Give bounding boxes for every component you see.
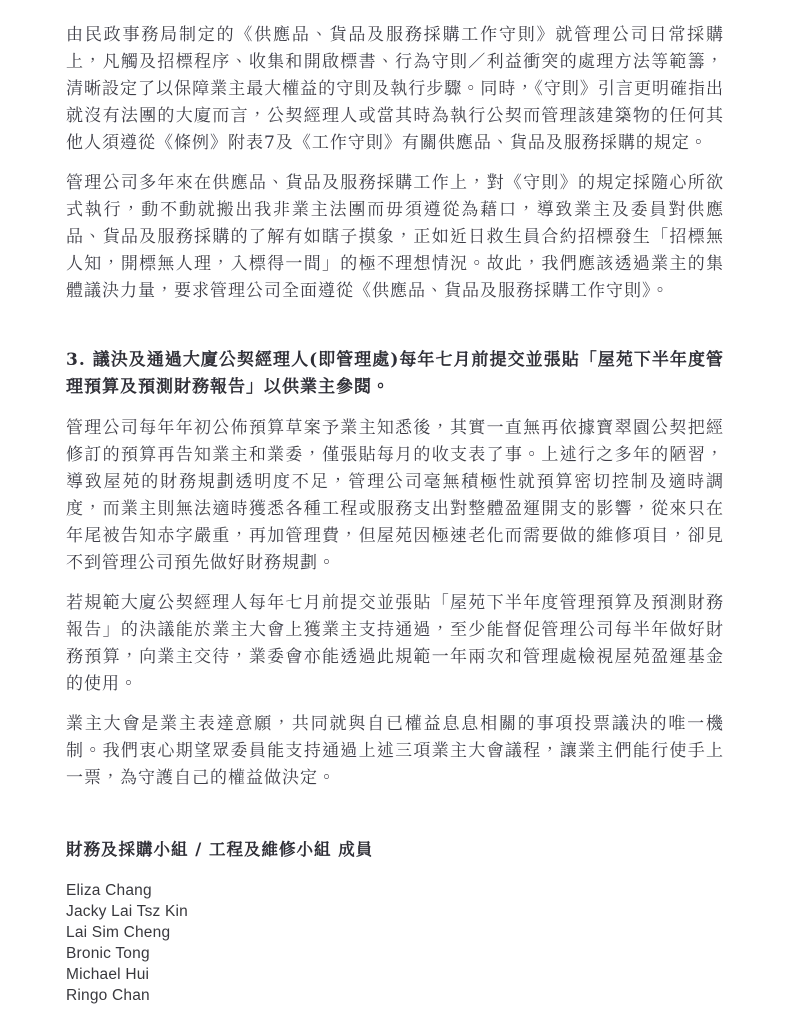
member-name: Ringo Chan	[66, 987, 150, 1004]
member-name: Bronic Tong	[66, 945, 150, 962]
paragraph-owners-meeting-appeal: 業主大會是業主表達意願，共同就與自已權益息息相關的事項投票議決的唯一機制。我們衷心期望眾委員能支持通過上述三項業主大會議程，讓業主們能行使手上一票，為守護自己的權益做決定。	[66, 714, 724, 788]
signature-group-heading: 財務及採購小組 / 工程及維修小組 成員	[66, 840, 374, 859]
paragraph-budget-transparency: 管理公司每年年初公佈預算草案予業主知悉後，其實一直無再依據寶翠園公契把經修訂的預算再告知業主和業委，僅張貼每月的收支表了事。上述行之多年的陋習，導致屋苑的財務規劃透明度不足，管理公司毫無積極性就預算密切控制及適時調度，而業主則無法適時獲悉各種工程或服務支出對整體盈運開支的影響，從來只在年尾被告知赤字嚴重，再加管理費，但屋苑因極速老化而需要做的維修項目，卻見不到管理公司預先做好財務規劃。	[66, 418, 724, 573]
paragraph-half-year-budget-resolution: 若規範大廈公契經理人每年七月前提交並張貼「屋苑下半年度管理預算及預測財務報告」的決議能於業主大會上獲業主支持通過，至少能督促管理公司每半年做好財務預算，向業主交待，業委會亦能透過此規範一年兩次和管理處檢視屋苑盈運基金的使用。	[66, 593, 724, 694]
paragraph-procurement-code-intro: 由民政事務局制定的《供應品、貨品及服務採購工作守則》就管理公司日常採購上，凡觸及招標程序、收集和開啟標書、行為守則／利益衝突的處理方法等範籌，清晰設定了以保障業主最大權益的守則及執行步驟。同時，《守則》引言更明確指出就沒有法團的大廈而言，公契經理人或當其時為執行公契而管理該建築物的任何其他人須遵從《條例》附表7及《工作守則》有關供應品、貨品及服務採購的規定。	[66, 25, 724, 153]
member-name: Lai Sim Cheng	[66, 924, 171, 941]
member-name: Eliza Chang	[66, 882, 152, 899]
member-name: Michael Hui	[66, 966, 150, 983]
member-list	[66, 880, 724, 1006]
member-name: Jacky Lai Tsz Kin	[66, 903, 188, 920]
paragraph-management-company-practice: 管理公司多年來在供應品、貨品及服務採購工作上，對《守則》的規定採隨心所欲式執行，動不動就搬出我非業主法團而毋須遵從為藉口，導致業主及委員對供應品、貨品及服務採購的了解有如瞎子摸象，正如近日救生員合約招標發生「招標無人知，開標無人理，入標得一間」的極不理想情況。故此，我們應該透過業主的集體議決力量，要求管理公司全面遵從《供應品、貨品及服務採購工作守則》。	[66, 173, 724, 301]
agenda-item-3-heading: 3. 議決及通過大廈公契經理人(即管理處)每年七月前提交並張貼「屋苑下半年度管理預算及預測財務報告」以供業主參閱。	[66, 350, 724, 397]
